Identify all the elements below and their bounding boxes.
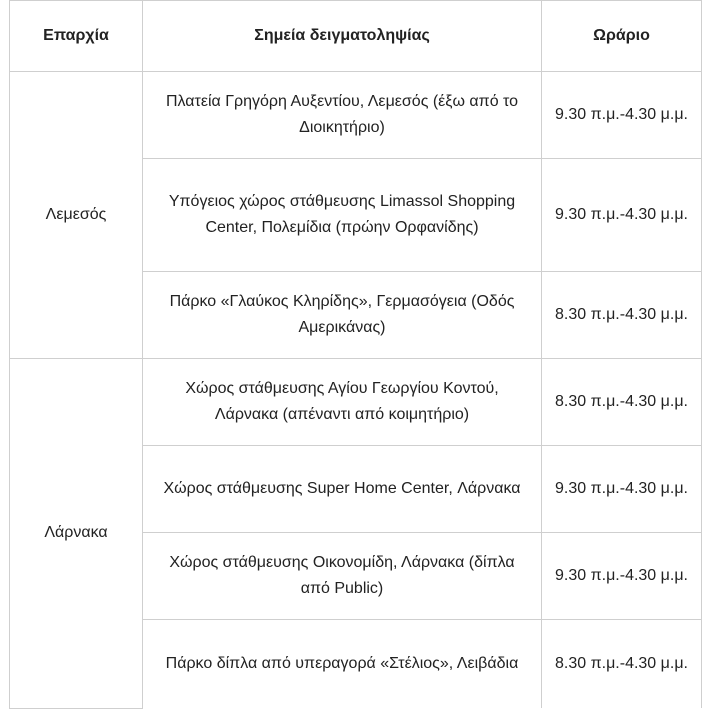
sampling-point-cell: Πάρκο δίπλα από υπεραγορά «Στέλιος», Λειβάδια <box>143 620 542 709</box>
sampling-point-cell: Χώρος στάθμευσης Οικονομίδη, Λάρνακα (δίπλα από Public) <box>143 533 542 620</box>
header-row <box>10 1 702 72</box>
sampling-point-cell: Χώρος στάθμευσης Super Home Center, Λάρνακα <box>143 446 542 533</box>
schedule-cell: 8.30 π.μ.-4.30 μ.μ. <box>542 272 702 359</box>
schedule-cell: 9.30 π.μ.-4.30 μ.μ. <box>542 72 702 159</box>
schedule-cell: 9.30 π.μ.-4.30 μ.μ. <box>542 533 702 620</box>
sampling-points-table <box>9 0 702 709</box>
schedule-cell: 9.30 π.μ.-4.30 μ.μ. <box>542 446 702 533</box>
schedule-cell: 9.30 π.μ.-4.30 μ.μ. <box>542 159 702 272</box>
header-province: Επαρχία <box>10 1 143 72</box>
header-schedule: Ωράριο <box>542 1 702 72</box>
header-sampling-points: Σημεία δειγματοληψίας <box>143 1 542 72</box>
table-row <box>10 72 702 159</box>
schedule-cell: 8.30 π.μ.-4.30 μ.μ. <box>542 620 702 709</box>
schedule-cell: 8.30 π.μ.-4.30 μ.μ. <box>542 359 702 446</box>
table-row <box>10 359 702 446</box>
sampling-point-cell: Χώρος στάθμευσης Αγίου Γεωργίου Κοντού, Λάρνακα (απέναντι από κοιμητήριο) <box>143 359 542 446</box>
province-cell: Λάρνακα <box>10 359 143 709</box>
sampling-point-cell: Υπόγειος χώρος στάθμευσης Limassol Shopping Center, Πολεμίδια (πρώην Ορφανίδης) <box>143 159 542 272</box>
province-cell: Λεμεσός <box>10 72 143 359</box>
sampling-point-cell: Πλατεία Γρηγόρη Αυξεντίου, Λεμεσός (έξω από το Διοικητήριο) <box>143 72 542 159</box>
sampling-point-cell: Πάρκο «Γλαύκος Κληρίδης», Γερμασόγεια (Οδός Αμερικάνας) <box>143 272 542 359</box>
